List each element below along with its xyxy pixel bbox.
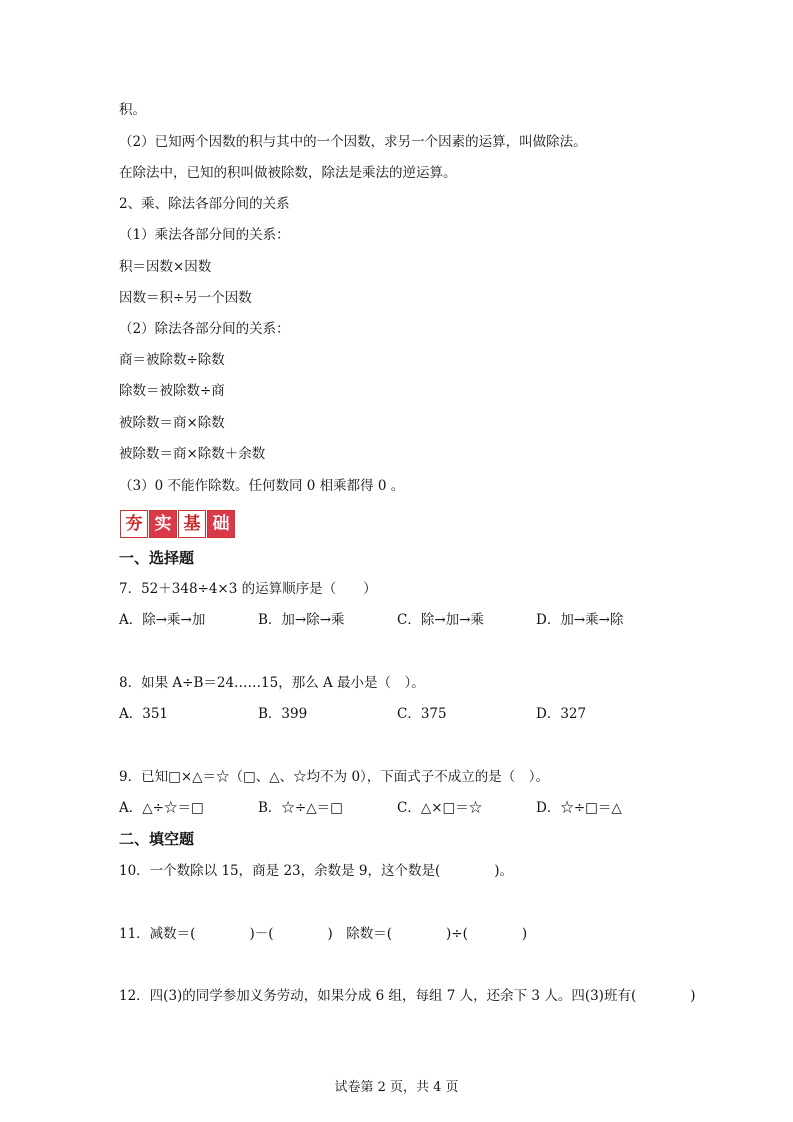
- text-line: 积。: [119, 102, 146, 118]
- q8-option-a: A．351: [119, 706, 169, 722]
- text-line: 被除数＝商×除数: [119, 415, 225, 431]
- text-line: 在除法中，已知的积叫做被除数，除法是乘法的逆运算。: [119, 165, 457, 181]
- q9-option-a: A．△÷☆＝□: [119, 800, 204, 816]
- text-line: （3）0 不能作除数。任何数同 0 相乘都得 0 。: [119, 478, 405, 494]
- section-banner: [120, 510, 236, 538]
- q7-option-d: D．加→乘→除: [536, 612, 624, 628]
- text-line: （2）除法各部分间的关系：: [119, 321, 290, 337]
- question-7-stem: 7．52＋348÷4×3 的运算顺序是（ ）: [119, 581, 377, 597]
- q7-option-c: C．除→加→乘: [397, 612, 484, 628]
- q7-option-a: A．除→乘→加: [119, 612, 206, 628]
- text-line: 因数＝积÷另一个因数: [119, 290, 252, 306]
- question-11: 11．减数＝( )－( ) 除数＝( )÷( ): [119, 926, 528, 942]
- text-line: 商＝被除数÷除数: [119, 352, 225, 368]
- text-line: 除数＝被除数÷商: [119, 383, 225, 399]
- banner-char: 实: [149, 510, 177, 538]
- banner-char: 夯: [120, 510, 148, 538]
- banner-char: 础: [207, 510, 235, 538]
- q8-option-d: D．327: [536, 706, 587, 722]
- q8-option-b: B．399: [258, 706, 308, 722]
- text-line: 积＝因数×因数: [119, 259, 212, 275]
- text-line: 2、乘、除法各部分间的关系: [119, 196, 290, 212]
- q7-option-b: B．加→除→乘: [258, 612, 345, 628]
- q9-option-b: B．☆÷△＝□: [258, 800, 343, 816]
- banner-char: 基: [178, 510, 206, 538]
- question-10: 10．一个数除以 15，商是 23，余数是 9，这个数是( )。: [119, 863, 514, 879]
- section-heading-fill: 二、填空题: [119, 830, 195, 848]
- q8-option-c: C．375: [397, 706, 447, 722]
- question-8-stem: 8．如果 A÷B＝24……15，那么 A 最小是（ ）。: [119, 675, 425, 691]
- text-line: （1）乘法各部分间的关系：: [119, 227, 290, 243]
- text-line: 被除数＝商×除数＋余数: [119, 446, 266, 462]
- q9-option-d: D．☆÷□＝△: [536, 800, 622, 816]
- page-footer: 试卷第 2 页，共 4 页: [334, 1080, 459, 1095]
- text-line: （2）已知两个因数的积与其中的一个因数，求另一个因素的运算，叫做除法。: [119, 134, 587, 150]
- question-12: 12．四(3)的同学参加义务劳动，如果分成 6 组，每组 7 人，还余下 3 人。四(3)班有( ): [119, 988, 696, 1004]
- q9-option-c: C．△×□＝☆: [397, 800, 483, 816]
- question-9-stem: 9．已知□×△＝☆（□、△、☆均不为 0），下面式子不成立的是（ ）。: [119, 769, 550, 785]
- section-heading-choice: 一、选择题: [119, 549, 195, 567]
